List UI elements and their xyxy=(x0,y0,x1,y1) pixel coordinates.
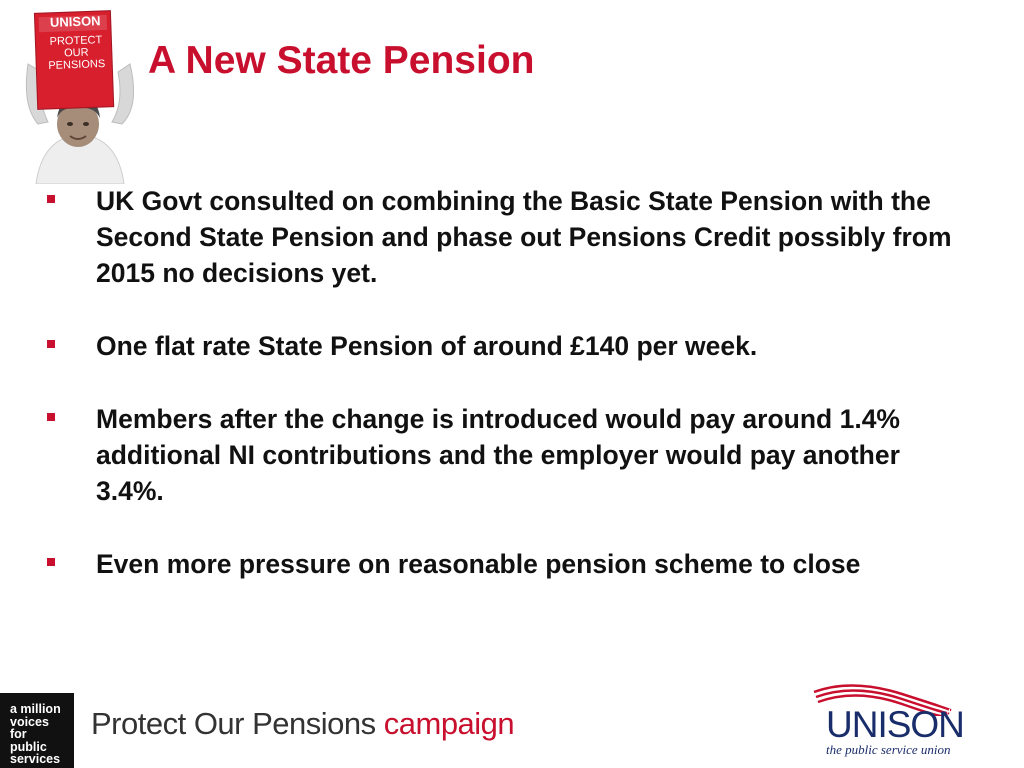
campaign-name xyxy=(91,706,514,742)
unison-logo xyxy=(812,680,972,760)
bullet-item xyxy=(46,401,966,509)
bullet-item xyxy=(46,328,966,364)
placard-line3: OUR xyxy=(63,46,89,60)
million-voices-badge: a million voices for public services xyxy=(0,693,74,768)
bullet-item xyxy=(46,183,966,291)
bullet-list xyxy=(46,183,966,619)
campaign-main: Protect Our Pensions xyxy=(91,706,384,741)
placard-text xyxy=(39,13,113,72)
campaign-accent: campaign xyxy=(383,706,515,741)
slide-title: A New State Pension xyxy=(148,39,535,82)
bullet-item xyxy=(46,546,966,582)
unison-wordmark: UNISON xyxy=(826,704,964,745)
bullet-text: Members after the change is introduced would pay around 1.4% additional NI contributions and the employer would pay another 3.4%. xyxy=(96,404,900,506)
bullet-text: UK Govt consulted on combining the Basic State Pension with the Second State Pension and phase out Pensions Credit possibly from 2015 no decisions yet. xyxy=(96,186,952,288)
unison-tagline: the public service union xyxy=(826,742,951,757)
placard-line4: PENSIONS xyxy=(48,57,106,72)
placard-line2: PROTECT xyxy=(49,34,103,48)
bullet-text: Even more pressure on reasonable pension scheme to close xyxy=(96,549,861,579)
square-bullet-icon xyxy=(47,340,55,348)
placard-line1: UNISON xyxy=(49,13,101,30)
square-bullet-icon xyxy=(47,195,55,203)
square-bullet-icon xyxy=(47,558,55,566)
bullet-text: One flat rate State Pension of around £140 per week. xyxy=(96,331,758,361)
square-bullet-icon xyxy=(47,413,55,421)
